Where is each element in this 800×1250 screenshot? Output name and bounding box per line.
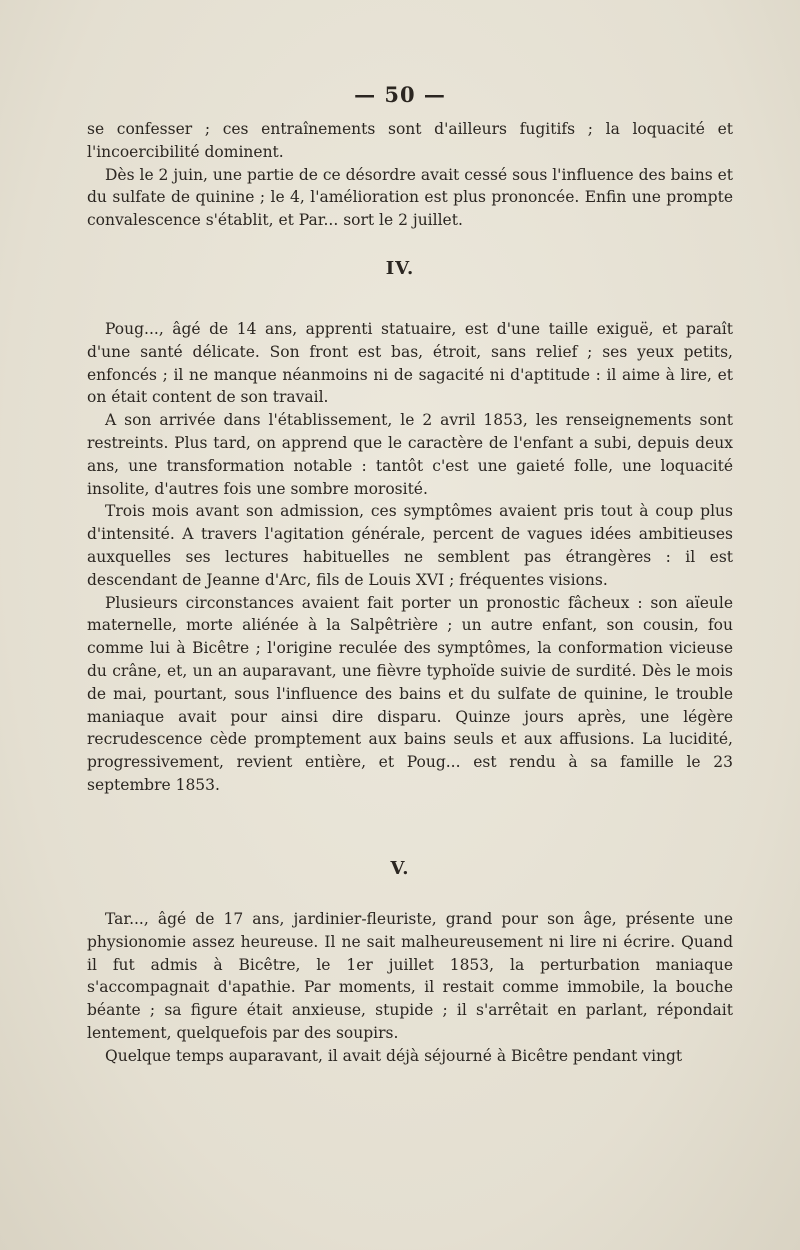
paragraph: Trois mois avant son admission, ces symptômes avaient pris tout à coup plus d'intensité. A travers l'agitation générale, percent de vagues idées ambitieuses auxquelles ses lectures habituelles ne semblent pas étrangères : il est descendant de Jeanne d'Arc, fils de Louis XVI ; fréquentes visions. [87, 502, 733, 589]
paragraph: Quelque temps auparavant, il avait déjà séjourné à Bicêtre pendant vingt [105, 1046, 683, 1065]
paragraph: Dès le 2 juin, une partie de ce désordre avait cessé sous l'influence des bains et du sulfate de quinine ; le 4, l'amélioration est plus prononcée. Enfin une prompte convalescence s'établit, et Par... sort le 2 juillet. [87, 165, 733, 230]
page-number: — 50 — [354, 82, 446, 107]
section-heading-iv: IV. [385, 258, 415, 279]
section-iv-body [87, 318, 733, 797]
paragraph: Plusieurs circonstances avaient fait porter un pronostic fâcheux : son aïeule maternelle, morte aliénée à la Salpêtrière ; un autre enfant, son cousin, fou comme lui à Bicêtre ; l'origine reculée des symptômes, la conformation vicieuse du crâne, et, un an auparavant, une fièvre typhoïde suivie de surdité. Dès le mois de mai, pourtant, sous l'influence des bains et du sulfate de quinine, le trouble maniaque avait pour ainsi dire disparu. Quinze jours après, une légère recrudescence cède promptement aux bains seuls et aux affusions. La lucidité, progressivement, revient entière, et Poug... est rendu à sa famille le 23 septembre 1853. [87, 593, 733, 794]
paragraph: Tar..., âgé de 17 ans, jardinier-fleuriste, grand pour son âge, présente une physionomie assez heureuse. Il ne sait malheureusement ni lire ni écrire. Quand il fut admis à Bicêtre, le 1er juillet 1853, la perturbation maniaque s'accompagnait d'apathie. Par moments, il restait comme immobile, la bouche béante ; sa figure était anxieuse, stupide ; il s'arrêtait en parlant, répondait lentement, quelquefois par des soupirs. [87, 910, 733, 1042]
paragraph: A son arrivée dans l'établissement, le 2 avril 1853, les renseignements sont restreints. Plus tard, on apprend que le caractère de l'enfant a subi, depuis deux ans, une transformation notable : tantôt c'est une gaieté folle, une loquacité insolite, d'autres fois une sombre morosité. [87, 411, 733, 498]
section-heading-v: V. [390, 858, 410, 879]
section-v-body [87, 908, 733, 1068]
paragraph: Poug..., âgé de 14 ans, apprenti statuaire, est d'une taille exiguë, et paraît d'une santé délicate. Son front est bas, étroit, sans relief ; ses yeux petits, enfoncés ; il ne manque néanmoins ni de sagacité ni d'aptitude : il aime à lire, et on était content de son travail. [87, 320, 733, 407]
section-continuation [87, 118, 733, 232]
paragraph: se confesser ; ces entraînements sont d'ailleurs fugitifs ; la loquacité et l'incoercibilité dominent. [87, 120, 733, 161]
